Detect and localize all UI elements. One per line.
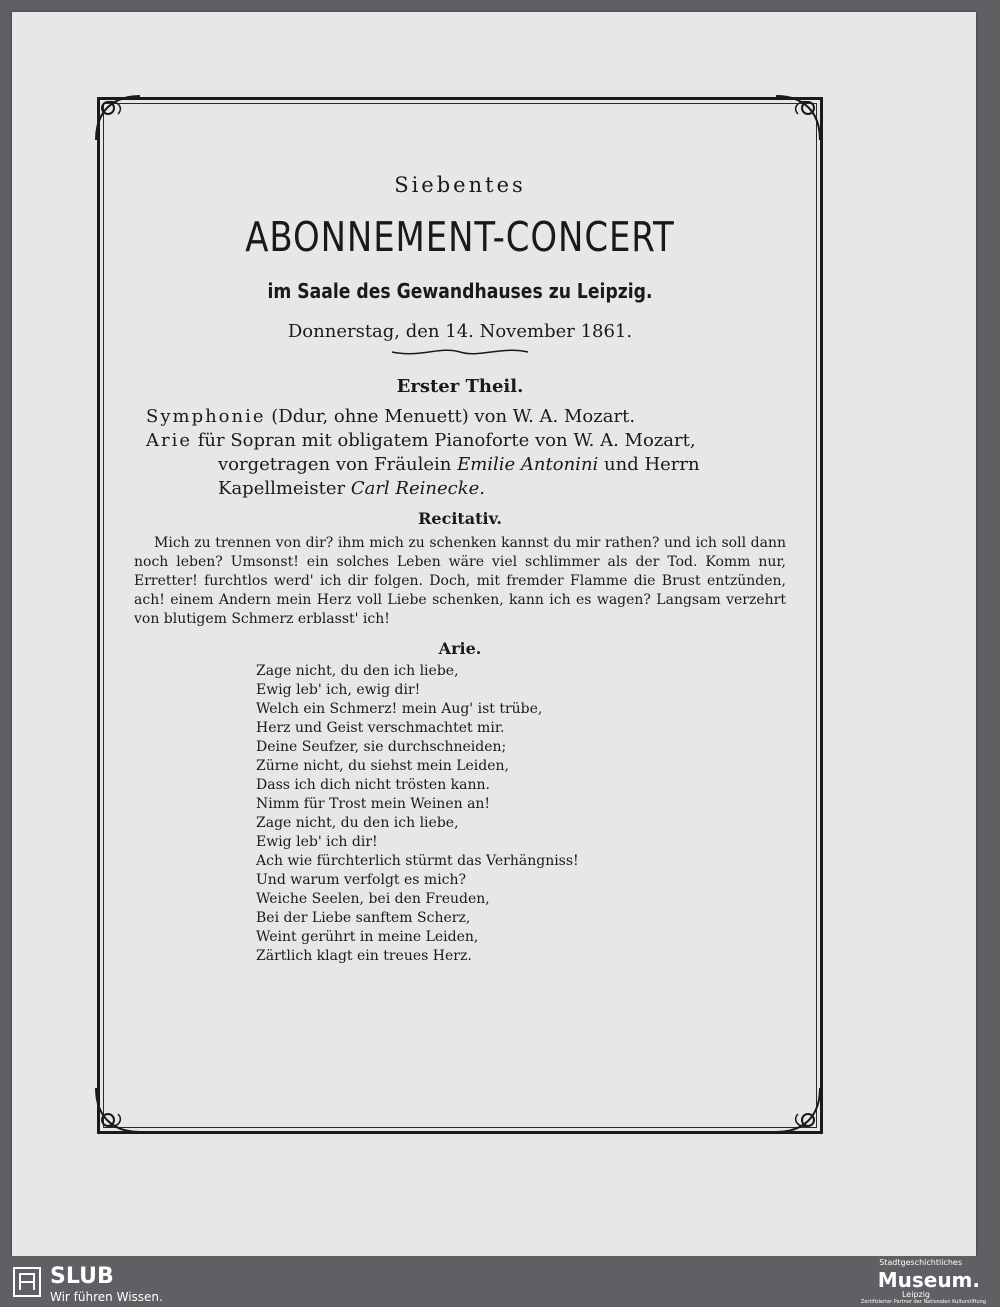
slub-logo-icon[interactable] [12, 1266, 42, 1298]
verse-line: Weiche Seelen, bei den Freuden, [256, 891, 490, 907]
concert-date: Donnerstag, den 14. November 1861. [287, 321, 633, 342]
museum-name[interactable]: Museum. [877, 1268, 980, 1292]
aria-conductor-line: Kapellmeister Carl Reinecke. [218, 478, 485, 499]
verse-line: Und warum verfolgt es mich? [256, 872, 467, 888]
verse-line: Deine Seufzer, sie durchschneiden; [256, 739, 507, 755]
verse-line: Herz und Geist verschmachtet mir. [256, 720, 505, 736]
concert-title: ABONNEMENT-CONCERT [245, 213, 675, 261]
verse-line: Bei der Liebe sanftem Scherz, [256, 910, 471, 926]
arie-title: Arie. [438, 639, 482, 658]
programme-item-aria: Arie für Sopran mit obligatem Pianoforte von W. A. Mozart, [146, 430, 696, 451]
swash-divider-icon [390, 346, 530, 358]
museum-city: Leipzig [901, 1290, 930, 1299]
verse-line: Ewig leb' ich, ewig dir! [256, 682, 421, 698]
part-title: Erster Theil. [396, 376, 524, 397]
library-name[interactable]: SLUB [50, 1264, 114, 1289]
corner-ornament-icon [92, 1084, 144, 1136]
programme-items [130, 405, 790, 501]
verse-line: Weint gerührt in meine Leiden, [256, 929, 479, 945]
museum-partner-note: Zertifizierter Partner der Nationalen Kulturstiftung [860, 1299, 986, 1305]
programme-item-symphony: Symphonie (Ddur, ohne Menuett) von W. A. Mozart. [146, 406, 636, 427]
verse-line: Welch ein Schmerz! mein Aug' ist trübe, [256, 701, 543, 717]
verse-line: Ewig leb' ich dir! [256, 834, 378, 850]
corner-ornament-icon [772, 1084, 824, 1136]
verse-line: Zage nicht, du den ich liebe, [256, 663, 459, 679]
recitativ-title: Recitativ. [418, 509, 502, 528]
verse-line: Ach wie fürchterlich stürmt das Verhängniss! [256, 853, 579, 869]
recitativ-text: Mich zu trennen von dir? ihm mich zu schenken kannst du mir rathen? und ich soll dann noch leben? Umsonst! ein solches Leben wäre viel schlimmer als der Tod. Komm nur, Erretter! furchtlos werd' ich dir folgen. Doch, mit fremder Flamme die Brust entzünden, ach! einem Andern mein Herz voll Liebe schenken, kann ich es wagen? Langsam verzehrt von blutigem Schmerz erblasst' ich! [134, 535, 786, 627]
verse-line: Zärtlich klagt ein treues Herz. [256, 948, 472, 964]
corner-ornament-icon [92, 92, 144, 144]
singer-name: Emilie Antonini [457, 454, 599, 475]
verse-line: Zürne nicht, du siehst mein Leiden, [256, 758, 509, 774]
programme-content [130, 155, 790, 966]
arie-verses [130, 662, 790, 966]
venue-line: im Saale des Gewandhauses zu Leipzig. [267, 279, 653, 303]
verse-line: Zage nicht, du den ich liebe, [256, 815, 459, 831]
aria-performers-line: vorgetragen von Fräulein Emilie Antonini und Herrn [218, 454, 700, 475]
corner-ornament-icon [772, 92, 824, 144]
conductor-name: Carl Reinecke. [350, 478, 485, 499]
verse-line: Nimm für Trost mein Weinen an! [256, 796, 491, 812]
museum-subtitle: Stadtgeschichtliches [879, 1258, 962, 1267]
verse-line: Dass ich dich nicht trösten kann. [256, 777, 490, 793]
heading-ordinal: Siebentes [394, 173, 526, 197]
library-tagline: Wir führen Wissen. [50, 1290, 163, 1304]
viewer-footer [0, 1256, 1000, 1307]
